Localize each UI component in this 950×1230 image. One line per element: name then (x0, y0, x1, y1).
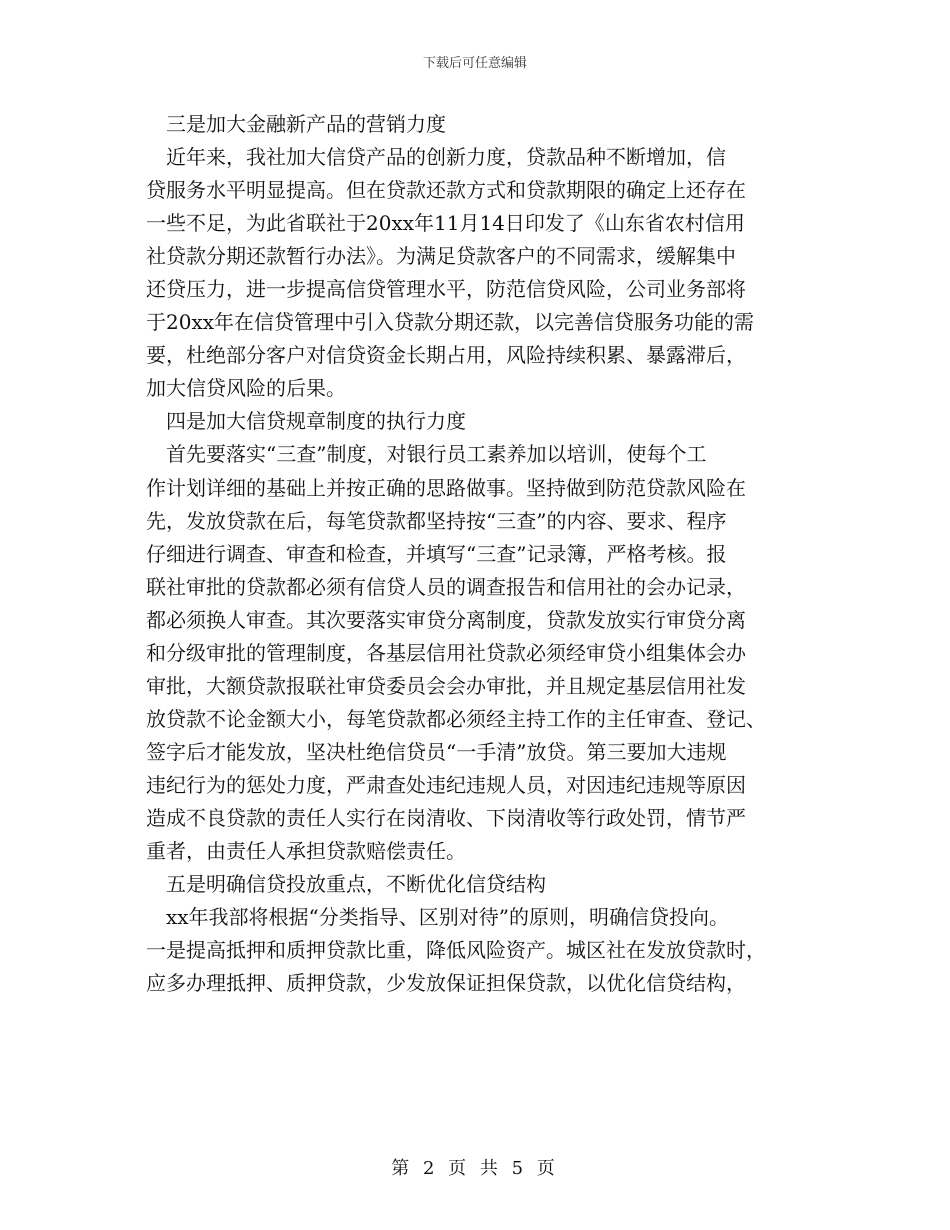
text-line: 近年来，我社加大信贷产品的创新力度，贷款品种不断增加，信 (146, 145, 726, 170)
text-line: 还贷压力，进一步提高信贷管理水平，防范信贷风险，公司业务部将 (146, 277, 746, 302)
text-line: 应多办理抵押、质押贷款，少发放保证担保贷款，以优化信贷结构， (146, 971, 746, 996)
text-line: 违纪行为的惩处力度，严肃查处违纪违规人员，对因违纪违规等原因 (146, 772, 746, 797)
text-line: 都必须换人审查。其次要落实审贷分离制度，贷款发放实行审贷分离 (146, 607, 746, 632)
text-line: 加大信贷风险的后果。 (146, 376, 346, 401)
text-line: 和分级审批的管理制度，各基层信用社贷款必须经审贷小组集体会办 (146, 640, 746, 665)
text-line: 签字后才能发放，坚决杜绝信贷员“一手清”放贷。第三要加大违规 (146, 739, 727, 764)
page-number: 第 2 页 共 5 页 (391, 1158, 559, 1179)
text-line: 社贷款分期还款暂行办法》。为满足贷款客户的不同需求，缓解集中 (146, 244, 736, 269)
text-line: 作计划详细的基础上并按正确的思路做事。坚持做到防范贷款风险在 (146, 475, 746, 500)
text-line: 五是明确信贷投放重点，不断优化信贷结构 (146, 872, 546, 897)
text-line: 于20xx年在信贷管理中引入贷款分期还款，以完善信贷服务功能的需 (146, 310, 755, 335)
text-line: 四是加大信贷规章制度的执行力度 (146, 409, 466, 434)
text-line: 仔细进行调查、审查和检查，并填写“三查”记录簿，严格考核。报 (146, 541, 727, 566)
text-line: 一些不足，为此省联社于20xx年11月14日印发了《山东省农村信用 (146, 211, 745, 236)
text-line: 三是加大金融新产品的营销力度 (146, 112, 446, 136)
text-line: 首先要落实“三查”制度，对银行员工素养加以培训，使每个工 (146, 442, 707, 467)
text-line: 放贷款不论金额大小，每笔贷款都必须经主持工作的主任审查、登记、 (146, 706, 766, 731)
text-line: 贷服务水平明显提高。但在贷款还款方式和贷款期限的确定上还存在 (146, 178, 746, 203)
text-line: 一是提高抵押和质押贷款比重，降低风险资产。城区社在发放贷款时， (146, 938, 766, 963)
page-header: 下载后可任意编辑 (422, 56, 527, 71)
text-line: xx年我部将根据“分类指导、区别对待”的原则，明确信贷投向。 (146, 905, 730, 930)
text-line: 先，发放贷款在后，每笔贷款都坚持按“三查”的内容、要求、程序 (146, 508, 727, 533)
document-body (146, 108, 818, 1000)
text-line: 审批，大额贷款报联社审贷委员会会办审批，并且规定基层信用社发 (146, 673, 746, 698)
text-line: 要，杜绝部分客户对信贷资金长期占用，风险持续积累、暴露滞后， (146, 343, 746, 368)
text-line: 联社审批的贷款都必须有信贷人员的调查报告和信用社的会办记录， (146, 574, 746, 599)
text-line: 造成不良贷款的责任人实行在岗清收、下岗清收等行政处罚，情节严 (146, 805, 746, 830)
text-line: 重者，由责任人承担贷款赔偿责任。 (146, 839, 466, 864)
